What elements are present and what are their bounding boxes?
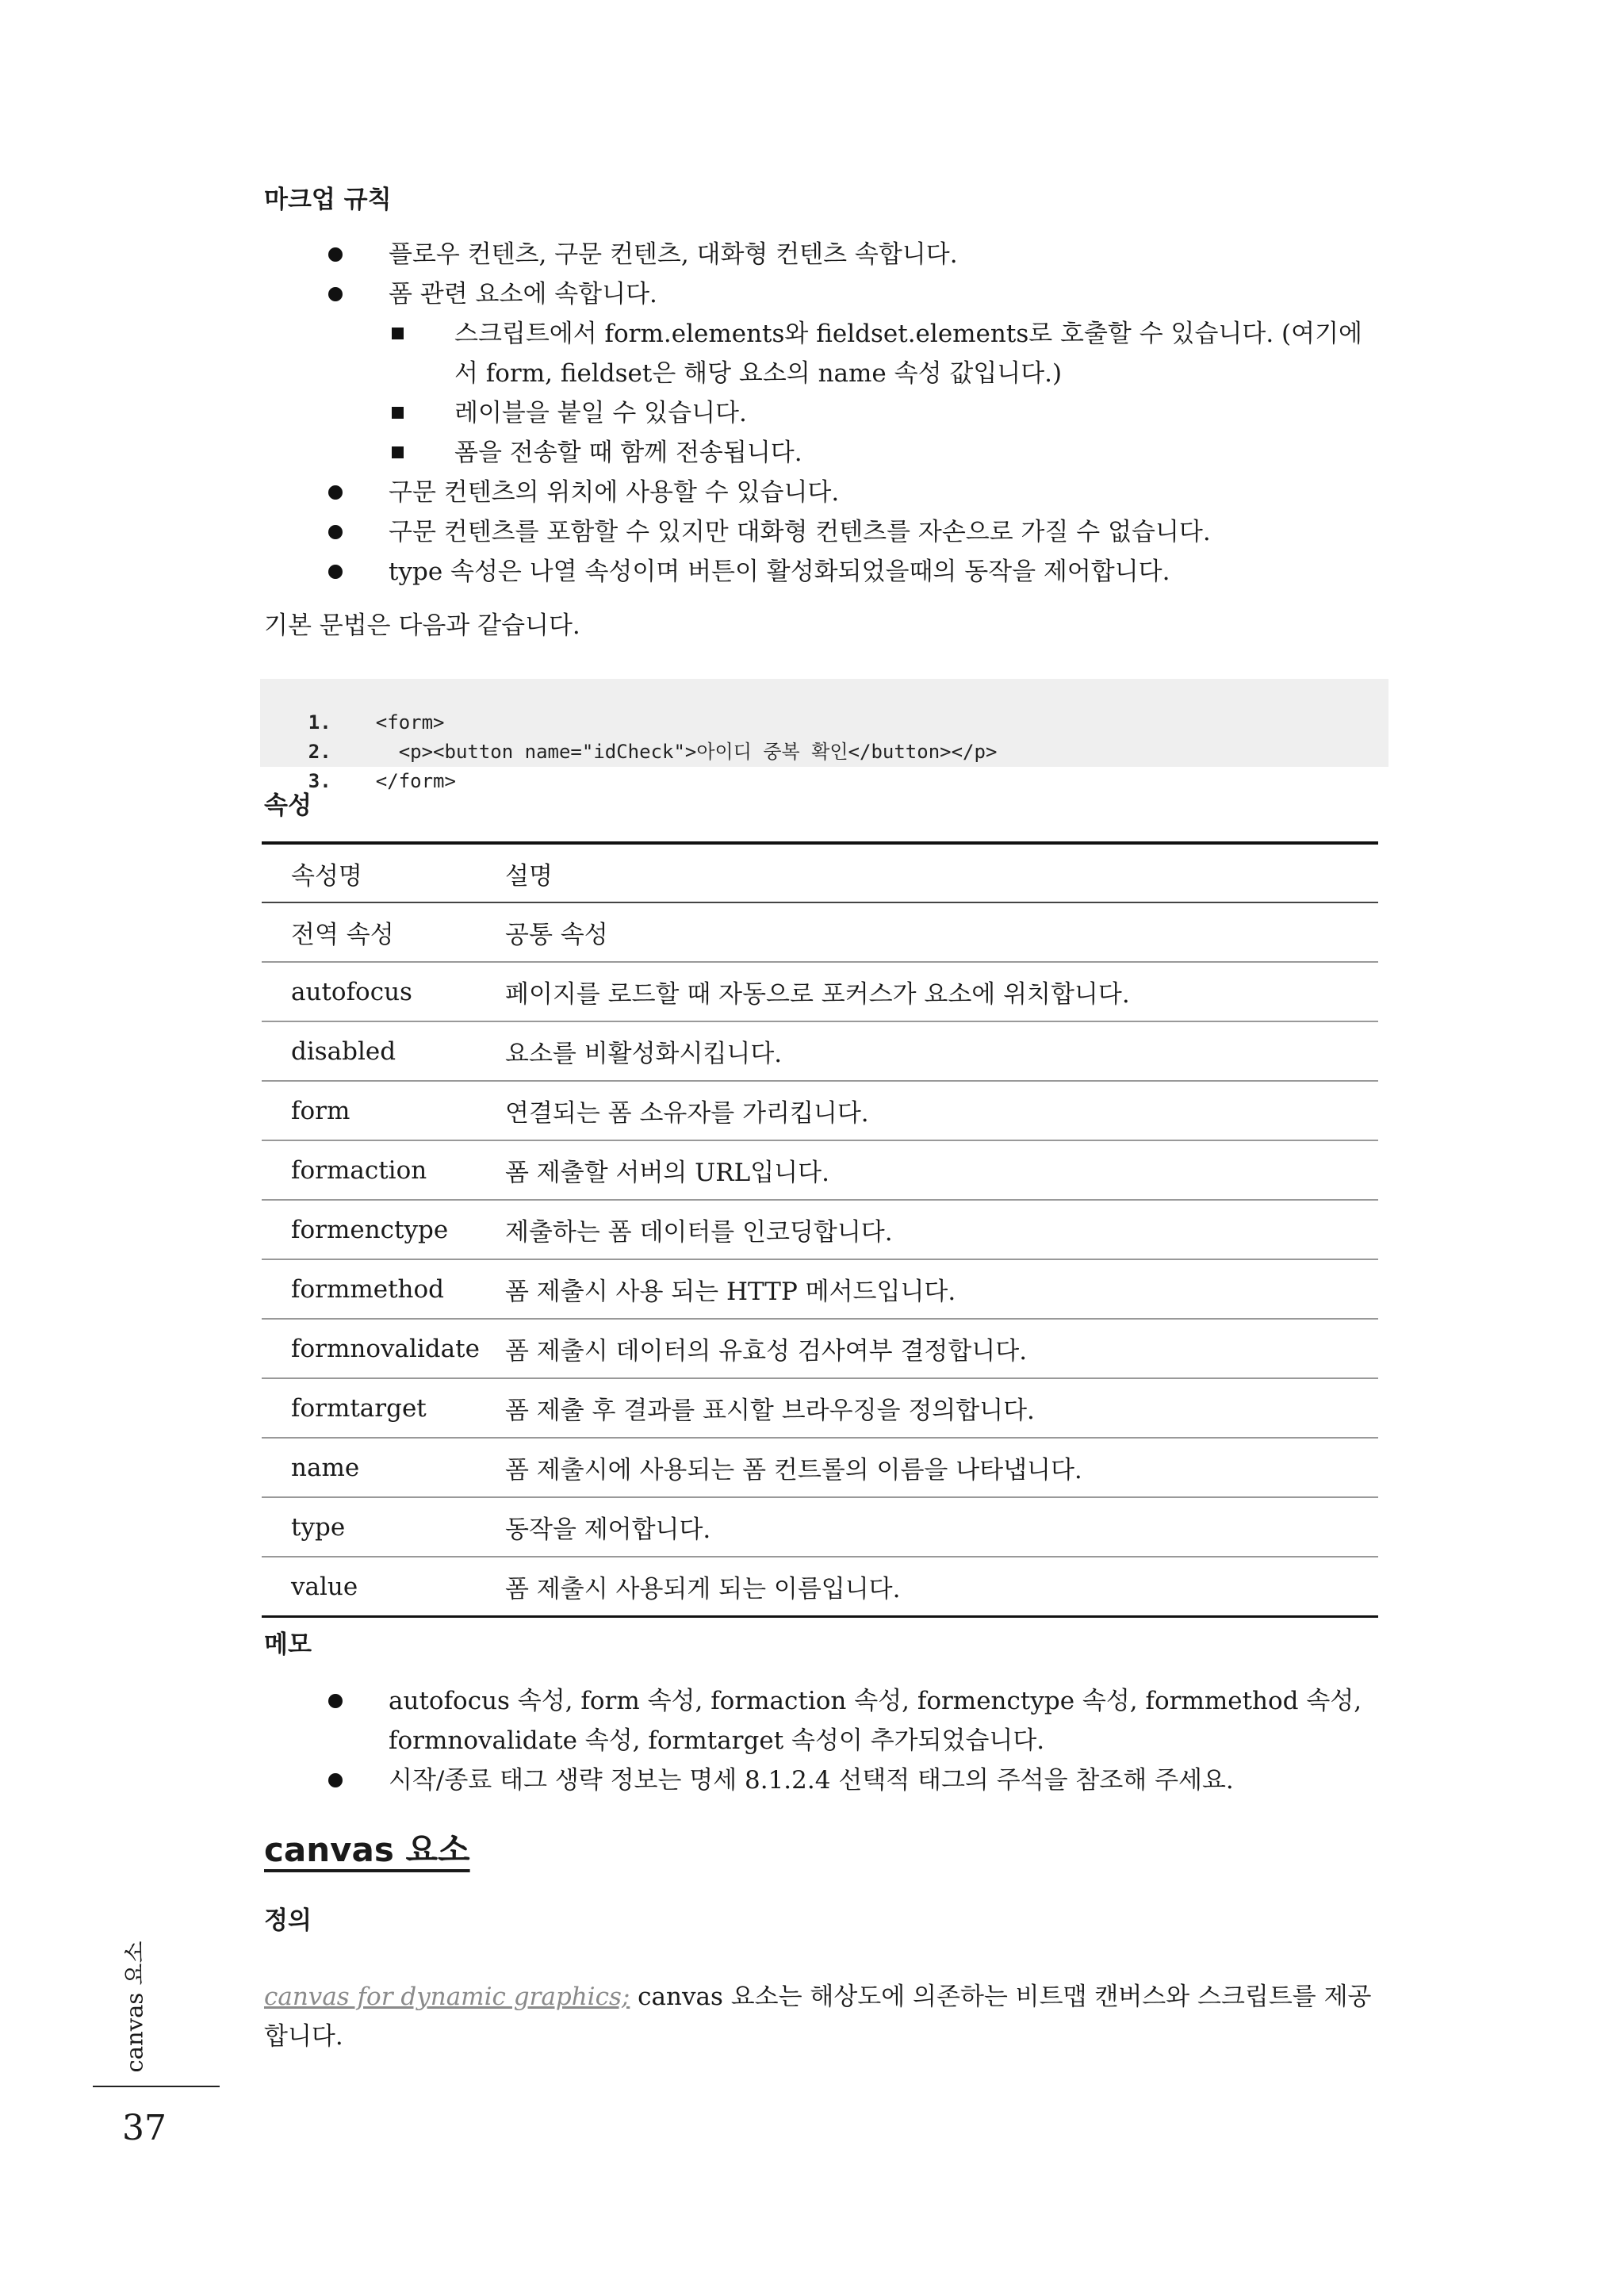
attribute-name: 전역 속성 xyxy=(262,902,505,962)
attribute-description: 동작을 제어합니다. xyxy=(505,1497,1378,1557)
column-header-name: 속성명 xyxy=(262,843,505,902)
canvas-section-title: canvas 요소 xyxy=(264,1830,470,1869)
list-item: 플로우 컨텐츠, 구문 컨텐츠, 대화형 컨텐츠 속합니다. xyxy=(0,235,1624,274)
table-row xyxy=(262,962,1378,1021)
bullet-square-icon xyxy=(392,446,404,458)
bullet-square-icon xyxy=(392,328,404,339)
code-line-number: 3. xyxy=(308,770,331,792)
attribute-name: name xyxy=(262,1438,505,1497)
code-line-text: <p><button name="idCheck">아이디 중복 확인</button></p> xyxy=(375,741,998,763)
code-line-number: 2. xyxy=(308,741,331,763)
bullet-dot-icon xyxy=(328,565,343,579)
page-number: 37 xyxy=(122,2108,167,2148)
table-row xyxy=(262,1200,1378,1259)
code-line-number: 1. xyxy=(308,711,331,734)
table-row xyxy=(262,1497,1378,1557)
list-item: 구문 컨텐츠의 위치에 사용할 수 있습니다. xyxy=(0,473,1624,512)
list-item: 구문 컨텐츠를 포함할 수 있지만 대화형 컨텐츠를 자손으로 가질 수 없습니다. xyxy=(0,512,1624,552)
list-item: 스크립트에서 form.elements와 fieldset.elements로 호출할 수 있습니다. (여기에 서 form, fieldset은 해당 요소의 name 속성 값입니다.) xyxy=(0,314,1624,393)
attribute-description: 폼 제출시 데이터의 유효성 검사여부 결정합니다. xyxy=(505,1319,1378,1378)
attribute-description: 요소를 비활성화시킵니다. xyxy=(505,1021,1378,1081)
code-line-text: </form> xyxy=(375,770,456,792)
attribute-description: 제출하는 폼 데이터를 인코딩합니다. xyxy=(505,1200,1378,1259)
bullet-square-icon xyxy=(392,407,404,419)
attribute-description: 연결되는 폼 소유자를 가리킵니다. xyxy=(505,1081,1378,1140)
code-line xyxy=(260,708,998,763)
code-line xyxy=(260,679,445,734)
table-row xyxy=(262,1259,1378,1319)
attribute-name: formtarget xyxy=(262,1378,505,1438)
list-item: 폼 관련 요소에 속합니다. xyxy=(0,274,1624,314)
list-item: autofocus 속성, form 속성, formaction 속성, formenctype 속성, formmethod 속성, formnovalidate 속성, formtarget 속성이 추가되었습니다. xyxy=(0,1681,1624,1761)
table-row xyxy=(262,1021,1378,1081)
code-line xyxy=(260,738,456,792)
bullet-dot-icon xyxy=(328,247,343,262)
bullet-dot-icon xyxy=(328,1773,343,1787)
attribute-description: 폼 제출시 사용 되는 HTTP 메서드입니다. xyxy=(505,1259,1378,1319)
attribute-name: form xyxy=(262,1081,505,1140)
markup-rules-heading: 마크업 규칙 xyxy=(264,186,392,214)
bullet-dot-icon xyxy=(328,287,343,301)
attribute-description: 폼 제출 후 결과를 표시할 브라우징을 정의합니다. xyxy=(505,1378,1378,1438)
definition-heading: 정의 xyxy=(264,1906,312,1935)
attribute-name: formnovalidate xyxy=(262,1319,505,1378)
attribute-name: formenctype xyxy=(262,1200,505,1259)
attribute-name: autofocus xyxy=(262,962,505,1021)
table-row xyxy=(262,1378,1378,1438)
side-section-label: canvas 요소 xyxy=(121,1941,148,2073)
attribute-description: 폼 제출할 서버의 URL입니다. xyxy=(505,1140,1378,1200)
table-row xyxy=(262,1140,1378,1200)
side-divider xyxy=(93,2086,220,2087)
definition-paragraph xyxy=(264,1977,1390,2056)
markup-rules-list xyxy=(0,235,1624,592)
definition-link[interactable]: canvas for dynamic graphics; xyxy=(264,1983,630,2011)
table-row xyxy=(262,1319,1378,1378)
attribute-description: 페이지를 로드할 때 자동으로 포커스가 요소에 위치합니다. xyxy=(505,962,1378,1021)
attribute-name: type xyxy=(262,1497,505,1557)
list-item: 폼을 전송할 때 함께 전송됩니다. xyxy=(0,433,1624,473)
code-line-text: <form> xyxy=(375,711,445,734)
code-block xyxy=(260,679,1388,792)
attribute-description: 폼 제출시에 사용되는 폼 컨트롤의 이름을 나타냅니다. xyxy=(505,1438,1378,1497)
list-item: 레이블을 붙일 수 있습니다. xyxy=(0,393,1624,433)
attribute-name: value xyxy=(262,1557,505,1617)
memo-heading: 메모 xyxy=(264,1630,312,1659)
attribute-name: disabled xyxy=(262,1021,505,1081)
attribute-description: 공통 속성 xyxy=(505,902,1378,962)
table-row xyxy=(262,1438,1378,1497)
list-item: type 속성은 나열 속성이며 버튼이 활성화되었을때의 동작을 제어합니다. xyxy=(0,552,1624,592)
attributes-heading: 속성 xyxy=(264,791,312,820)
bullet-dot-icon xyxy=(328,1694,343,1708)
attribute-description: 폼 제출시 사용되게 되는 이름입니다. xyxy=(505,1557,1378,1617)
table-row xyxy=(262,1081,1378,1140)
column-header-description: 설명 xyxy=(505,843,1378,902)
memo-list xyxy=(0,1681,1624,1800)
bullet-dot-icon xyxy=(328,525,343,539)
table-row xyxy=(262,1557,1378,1617)
attribute-name: formmethod xyxy=(262,1259,505,1319)
table-header-row xyxy=(262,843,1378,902)
basic-syntax-text: 기본 문법은 다음과 같습니다. xyxy=(264,611,580,640)
attributes-table xyxy=(262,841,1378,1618)
list-item: 시작/종료 태그 생략 정보는 명세 8.1.2.4 선택적 태그의 주석을 참조해 주세요. xyxy=(0,1761,1624,1800)
bullet-dot-icon xyxy=(328,485,343,500)
definition-text: canvas 요소는 해상도에 의존하는 비트맵 캔버스와 스크립트를 제공합니다. xyxy=(264,1983,1372,2051)
table-row xyxy=(262,902,1378,962)
attribute-name: formaction xyxy=(262,1140,505,1200)
